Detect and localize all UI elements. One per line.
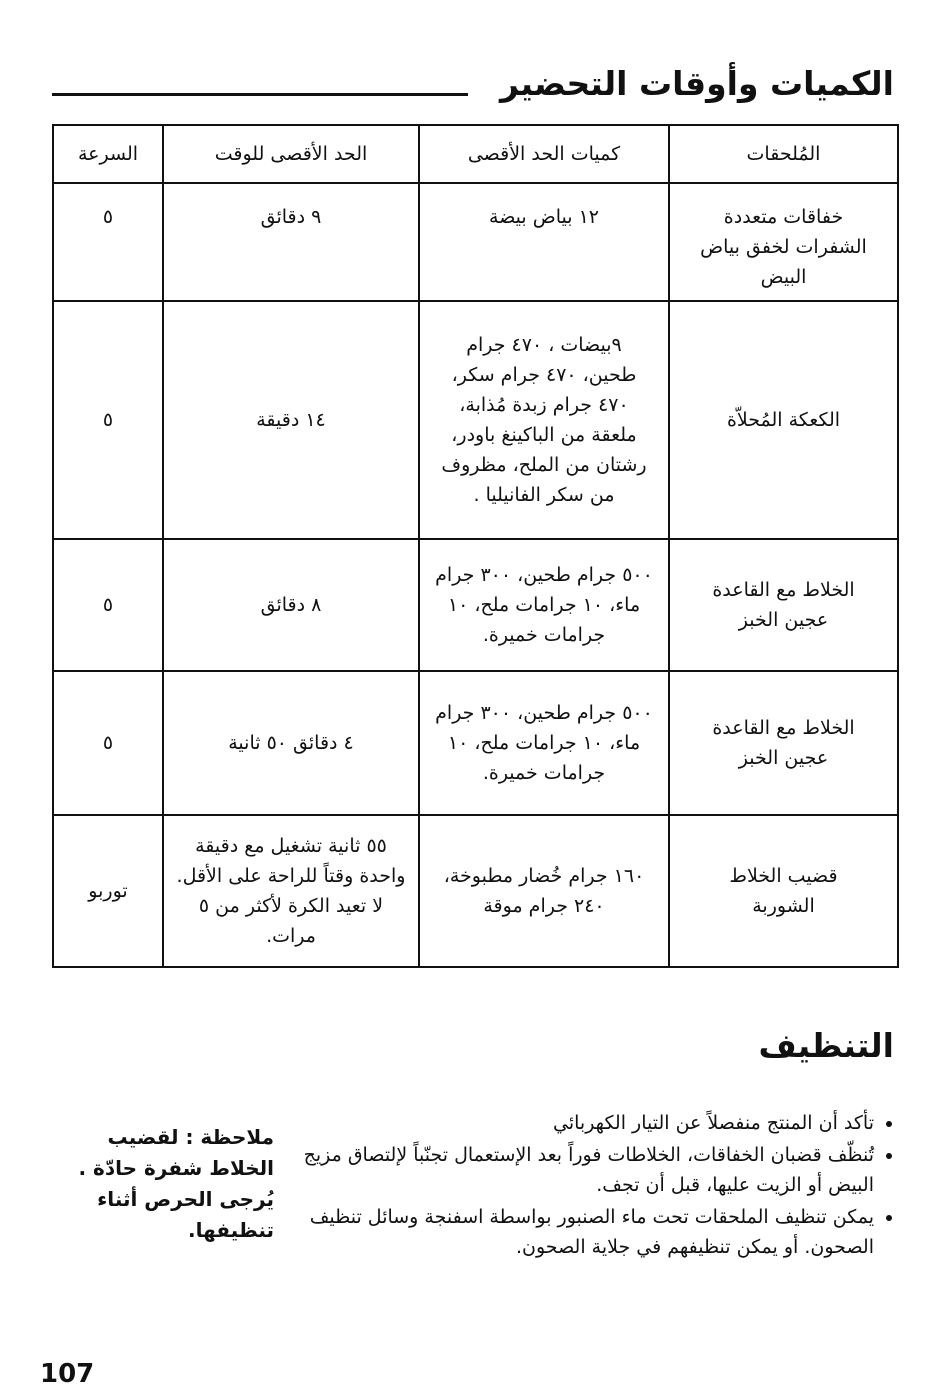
cleaning-list	[294, 1108, 900, 1264]
cell-qty: ٥٠٠ جرام طحين، ٣٠٠ جرام ماء، ١٠ جرامات ملح، ١٠ جرامات خميرة.	[419, 539, 669, 671]
cell-qty: ٥٠٠ جرام طحين، ٣٠٠ جرام ماء، ١٠ جرامات ملح، ١٠ جرامات خميرة.	[419, 671, 669, 815]
cell-qty: ٩بيضات ، ٤٧٠ جرام طحين، ٤٧٠ جرام سكر، ٤٧٠ جرام زبدة مُذابة، ملعقة من الباكينغ باودر، رشتان من الملح، مظروف من سكر الفانيليا .	[419, 301, 669, 539]
cell-time: ٤ دقائق ٥٠ ثانية	[163, 671, 419, 815]
cell-speed: ٥	[53, 183, 163, 301]
header-max-time: الحد الأقصى للوقت	[163, 125, 419, 183]
cell-accessory: الخلاط مع القاعدة عجين الخبز	[669, 539, 898, 671]
quantities-table	[52, 124, 899, 968]
cell-qty: ١٦٠ جرام خُضار مطبوخة، ٢٤٠ جرام موقة	[419, 815, 669, 967]
table-row	[53, 539, 898, 671]
list-item: • يمكن تنظيف الملحقات تحت ماء الصنبور بواسطة اسفنجة وسائل تنظيف الصحون. أو يمكن تنظيفهم في جلاية الصحون.	[294, 1202, 874, 1262]
title-row	[52, 62, 894, 108]
header-max-qty: كميات الحد الأقصى	[419, 125, 669, 183]
cell-speed: ٥	[53, 539, 163, 671]
cell-accessory: الخلاط مع القاعدة عجين الخبز	[669, 671, 898, 815]
cell-time: ١٤ دقيقة	[163, 301, 419, 539]
header-speed: السرعة	[53, 125, 163, 183]
safety-note: ملاحظة : لقضيب الخلاط شفرة حادّة . يُرجى الحرص أثناء تنظيفها.	[78, 1125, 274, 1242]
cell-qty: ١٢ بياض بيضة	[419, 183, 669, 301]
table-row	[53, 183, 898, 301]
cell-speed: ٥	[53, 671, 163, 815]
cell-time: ٥٥ ثانية تشغيل مع دقيقة واحدة وقتاً للراحة على الأقل. لا تعيد الكرة لأكثر من ٥ مرات.	[163, 815, 419, 967]
table-row	[53, 815, 898, 967]
header-accessory: المُلحقات	[669, 125, 898, 183]
page-title: الكميات وأوقات التحضير	[500, 64, 894, 103]
list-item: • تُنظّف قضبان الخفاقات، الخلاطات فوراً بعد الإستعمال تجنّباً لإلتصاق مزيج البيض أو الزيت عليها، قبل أن تجف.	[294, 1140, 874, 1200]
page-number: 107	[40, 1359, 95, 1389]
title-rule	[52, 93, 468, 96]
cleaning-title: التنظيف	[758, 1026, 894, 1065]
cell-speed: ٥	[53, 301, 163, 539]
table-header-row	[53, 125, 898, 183]
cell-accessory: خفاقات متعددة الشفرات لخفق بياض البيض	[669, 183, 898, 301]
table-row	[53, 301, 898, 539]
cell-time: ٩ دقائق	[163, 183, 419, 301]
list-item: • تأكد أن المنتج منفصلاً عن التيار الكهربائي	[294, 1108, 874, 1138]
cell-accessory: الكعكة المُحلاّة	[669, 301, 898, 539]
cell-accessory: قضيب الخلاط الشوربة	[669, 815, 898, 967]
cell-speed: توربو	[53, 815, 163, 967]
cell-time: ٨ دقائق	[163, 539, 419, 671]
table-row	[53, 671, 898, 815]
